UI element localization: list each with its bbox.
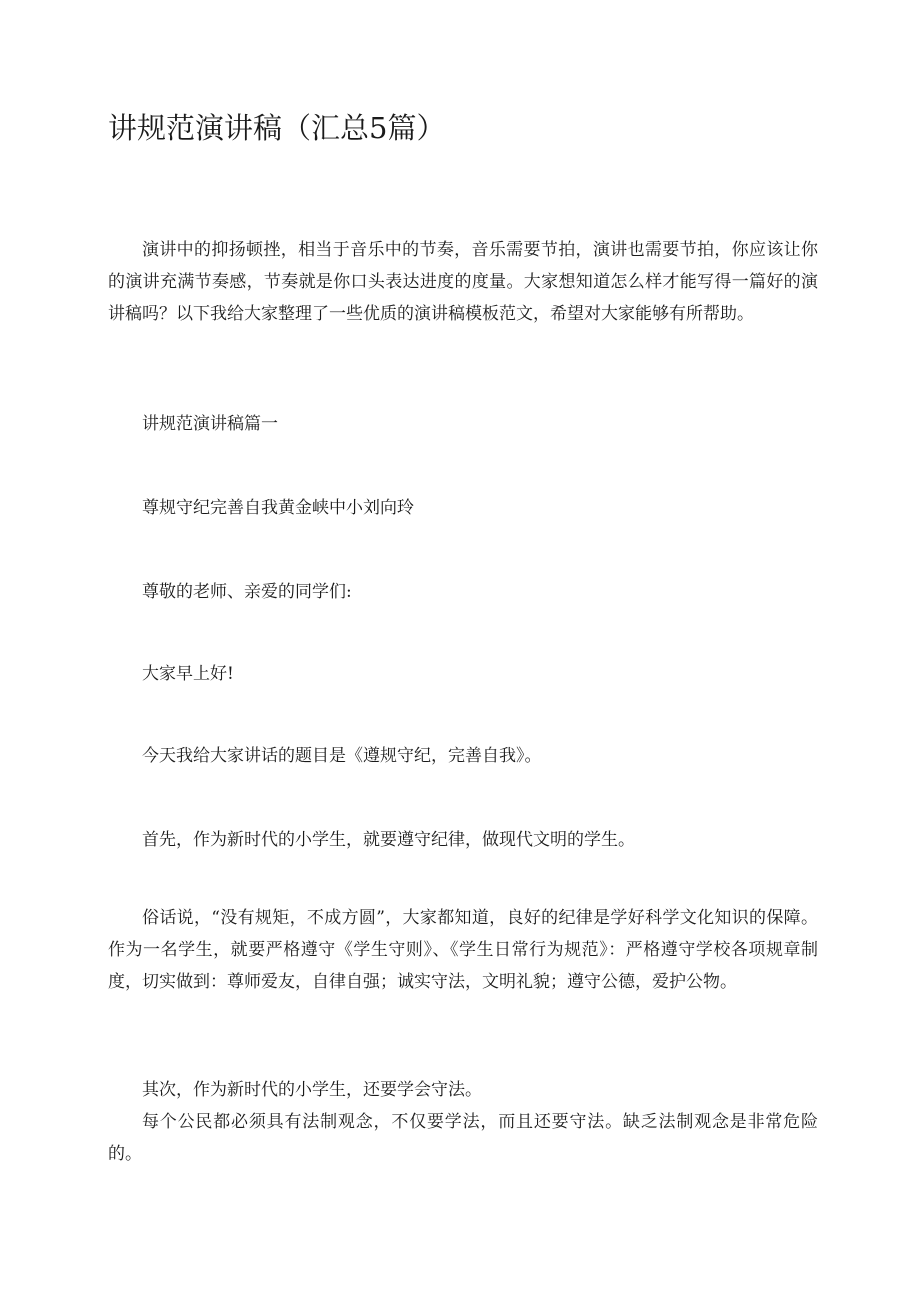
point-two: 其次，作为新时代的小学生，还要学会守法。 <box>142 1080 482 1100</box>
salutation: 尊敬的老师、亲爱的同学们: <box>142 582 352 602</box>
intro-paragraph: 演讲中的抑扬顿挫，相当于音乐中的节奏，音乐需要节拍，演讲也需要节拍，你应该让你的演讲充满节奏感，节奏就是你口头表达进度的度量。大家想知道怎么样才能写得一篇好的演讲稿吗？以下我给大家整理了一些优质的演讲稿模板范文，希望对大家能够有所帮助。 <box>108 240 818 324</box>
proverb-paragraph: 俗话说，“没有规矩，不成方圆”，大家都知道，良好的纪律是学好科学文化知识的保障。作为一名学生，就要严格遵守《学生守则》、《学生日常行为规范》：严格遵守学校各项规章制度，切实做到：尊师爱友，自律自强；诚实守法，文明礼貌；遵守公德，爱护公物。 <box>108 908 818 992</box>
speech-subtitle: 尊规守纪完善自我黄金峡中小刘向玲 <box>142 498 414 518</box>
section-heading: 讲规范演讲稿篇一 <box>142 414 278 434</box>
law-paragraph: 每个公民都必须具有法制观念，不仅要学法，而且还要守法。缺乏法制观念是非常危险的。 <box>108 1112 818 1164</box>
point-one: 首先，作为新时代的小学生，就要遵守纪律，做现代文明的学生。 <box>142 830 635 850</box>
greeting: 大家早上好! <box>142 664 234 684</box>
document-title: 讲规范演讲稿（汇总5篇） <box>108 111 446 145</box>
speech-topic: 今天我给大家讲话的题目是《遵规守纪，完善自我》。 <box>142 746 542 766</box>
